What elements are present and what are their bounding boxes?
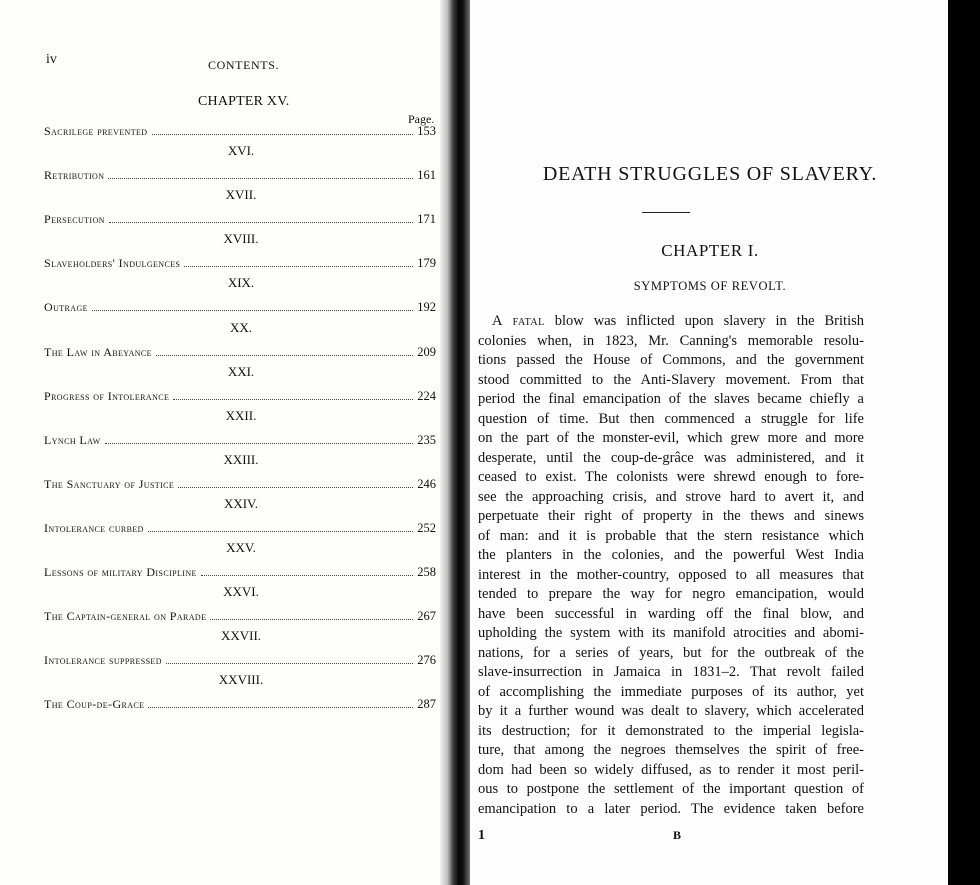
chapter-numeral: XVII. bbox=[225, 187, 257, 203]
toc-entry-title: The Law in Abeyance bbox=[44, 344, 152, 359]
body-line: the planters in the colonies, and the powerful West India bbox=[478, 547, 864, 563]
page-number: iv bbox=[46, 52, 57, 67]
running-head: CONTENTS. bbox=[208, 58, 280, 72]
toc-entry-page: 171 bbox=[417, 212, 436, 227]
dot-leader bbox=[156, 347, 413, 356]
body-text bbox=[478, 312, 864, 819]
toc-entry bbox=[44, 697, 436, 712]
dot-leader bbox=[92, 302, 413, 311]
chapter-subtitle: SYMPTOMS OF REVOLT. bbox=[633, 279, 787, 293]
toc-entry-page: 287 bbox=[417, 697, 436, 712]
toc-entry bbox=[44, 653, 436, 668]
body-line: ous to postpone the settlement of the important question of bbox=[478, 781, 864, 797]
toc-entry bbox=[44, 609, 436, 624]
toc-entry bbox=[44, 256, 436, 271]
body-line: question of time. But then commenced a struggle for life bbox=[478, 410, 864, 427]
toc-entry-title: The Coup-de-Grace bbox=[44, 697, 145, 712]
toc-entry-page: 153 bbox=[417, 124, 436, 138]
chapter-numeral: XXIII. bbox=[223, 451, 259, 467]
body-line: emancipation to a later period. The evidence taken before bbox=[478, 800, 864, 817]
opening-small-caps: A fatal bbox=[492, 313, 545, 329]
dot-leader bbox=[166, 655, 413, 664]
toc-entry-page: 179 bbox=[417, 256, 436, 271]
toc-entry bbox=[44, 124, 436, 139]
toc-entry-title: Progress of Intolerance bbox=[44, 388, 170, 403]
toc-entry-title: Lessons of military Discipline bbox=[44, 565, 197, 579]
body-line: nations, for a series of years, but for the outbreak of the bbox=[478, 644, 864, 661]
toc-entry bbox=[44, 521, 436, 536]
chapter-numeral: XXV. bbox=[226, 540, 256, 555]
toc-entry-page: 192 bbox=[417, 300, 436, 315]
chapter-numeral: XXVIII. bbox=[218, 672, 264, 688]
toc-entry-title: Intolerance suppressed bbox=[44, 653, 162, 668]
chapter-title: CHAPTER I. bbox=[661, 241, 759, 260]
dot-leader bbox=[109, 214, 413, 223]
toc-entry-page: 235 bbox=[417, 432, 436, 447]
body-line: see the approaching crisis, and strove hard to avert it, and bbox=[478, 488, 864, 505]
toc-entry-page: 209 bbox=[417, 344, 436, 359]
toc-entry-page: 252 bbox=[417, 520, 436, 535]
toc-entry bbox=[44, 345, 436, 360]
dot-leader bbox=[178, 479, 413, 488]
toc-entry-page: 276 bbox=[417, 653, 436, 668]
toc-entry bbox=[44, 389, 436, 404]
body-line: desperate, until the coup-de-grâce was administered, and it bbox=[478, 449, 864, 466]
dot-leader bbox=[148, 699, 413, 708]
chapter-numeral: XIX. bbox=[227, 275, 255, 291]
dot-leader bbox=[184, 258, 413, 267]
dot-leader bbox=[105, 435, 414, 444]
body-line: period the final emancipation of the slaves became chiefly a bbox=[478, 391, 864, 407]
body-line: stood committed to the Anti-Slavery movement. From that bbox=[478, 371, 864, 388]
body-line: dom had been so widely diffused, as to render it most peril- bbox=[478, 761, 864, 778]
book-title: DEATH STRUGGLES OF SLAVERY. bbox=[542, 163, 878, 185]
toc-entry-page: 267 bbox=[417, 609, 436, 624]
chapter-numeral: XXIV. bbox=[223, 495, 259, 511]
toc-entry-page: 246 bbox=[417, 476, 436, 491]
body-line: upholding the system with its manifold atrocities and abomi- bbox=[478, 625, 864, 641]
chapter-numeral: XXII. bbox=[225, 407, 257, 423]
dot-leader bbox=[148, 523, 413, 532]
toc-entry bbox=[44, 168, 436, 183]
toc-entry-title: Outrage bbox=[44, 300, 88, 315]
toc-entry-title: The Sanctuary of Justice bbox=[44, 476, 175, 491]
body-line: colonies when, in 1823, Mr. Canning's memorable resolu- bbox=[478, 332, 864, 349]
toc-entry bbox=[44, 433, 436, 448]
toc-entry-title: Sacrilege prevented bbox=[44, 124, 148, 138]
dot-leader bbox=[108, 170, 413, 179]
body-line: on the part of the monster-evil, which grew more and more bbox=[478, 430, 864, 446]
body-line: tions passed the House of Commons, and the government bbox=[478, 352, 864, 368]
body-line: have been successful in warding off the final blow, and bbox=[478, 605, 864, 622]
dot-leader bbox=[152, 126, 414, 135]
body-line-text: blow was inflicted upon slavery in the British bbox=[544, 313, 864, 329]
left-page bbox=[0, 0, 445, 885]
body-line: ceased to exist. The colonists were shrewd enough to fore- bbox=[478, 469, 864, 485]
body-line: of accomplishing the immediate purposes of its author, yet bbox=[478, 683, 864, 700]
body-line bbox=[478, 312, 864, 332]
toc-entry-page: 224 bbox=[417, 388, 436, 403]
scan-edge bbox=[948, 0, 980, 885]
body-line: by it a further wound was dealt to slavery, which accelerated bbox=[478, 703, 864, 719]
chapter-numeral: XVI. bbox=[227, 143, 255, 159]
body-line: perpetuate their right of property in the thews and sinews bbox=[478, 508, 864, 524]
toc-entry-page: 161 bbox=[417, 168, 436, 183]
chapter-numeral: XVIII. bbox=[223, 231, 259, 247]
body-line: interest in the mother-country, opposed to all measures that bbox=[478, 566, 864, 583]
toc-entry-page: 258 bbox=[417, 565, 436, 579]
dot-leader bbox=[201, 567, 413, 576]
toc-entry-title: The Captain-general on Parade bbox=[44, 609, 207, 624]
chapter-numeral: XXVI. bbox=[223, 584, 259, 600]
body-line: slave-insurrection in Jamaica in 1831–2. That revolt failed bbox=[478, 664, 864, 680]
toc-entry-title: Retribution bbox=[44, 168, 105, 183]
chapter-numeral: XXVII. bbox=[220, 628, 262, 644]
toc-entry-title: Lynch Law bbox=[44, 432, 101, 447]
body-line: of man: and it is probable that the stern resistance which bbox=[478, 527, 864, 544]
signature-mark-right: B bbox=[673, 828, 682, 842]
body-line: tended to prepare the way for negro emancipation, would bbox=[478, 586, 864, 602]
chapter-numeral: XXI. bbox=[227, 363, 255, 379]
toc-entry-title: Slaveholders' Indulgences bbox=[44, 256, 181, 271]
body-line: ture, that among the negroes themselves the spirit of free- bbox=[478, 742, 864, 758]
dot-leader bbox=[173, 391, 413, 400]
toc-entry bbox=[44, 300, 436, 315]
toc-entry bbox=[44, 477, 436, 492]
toc-entry-title: Persecution bbox=[44, 212, 105, 227]
toc-entry bbox=[44, 565, 436, 580]
toc-entry bbox=[44, 212, 436, 227]
toc-entry-title: Intolerance curbed bbox=[44, 520, 144, 535]
chapter-numeral: XX. bbox=[229, 319, 253, 335]
dot-leader bbox=[210, 611, 413, 620]
page-column-label: Page. bbox=[408, 112, 435, 126]
signature-mark-left: 1 bbox=[478, 828, 485, 843]
right-page bbox=[470, 0, 950, 885]
chapter-heading: CHAPTER XV. bbox=[198, 94, 290, 109]
body-line: its destruction; for it demonstrated to the imperial legisla- bbox=[478, 722, 864, 739]
title-rule bbox=[642, 212, 690, 213]
